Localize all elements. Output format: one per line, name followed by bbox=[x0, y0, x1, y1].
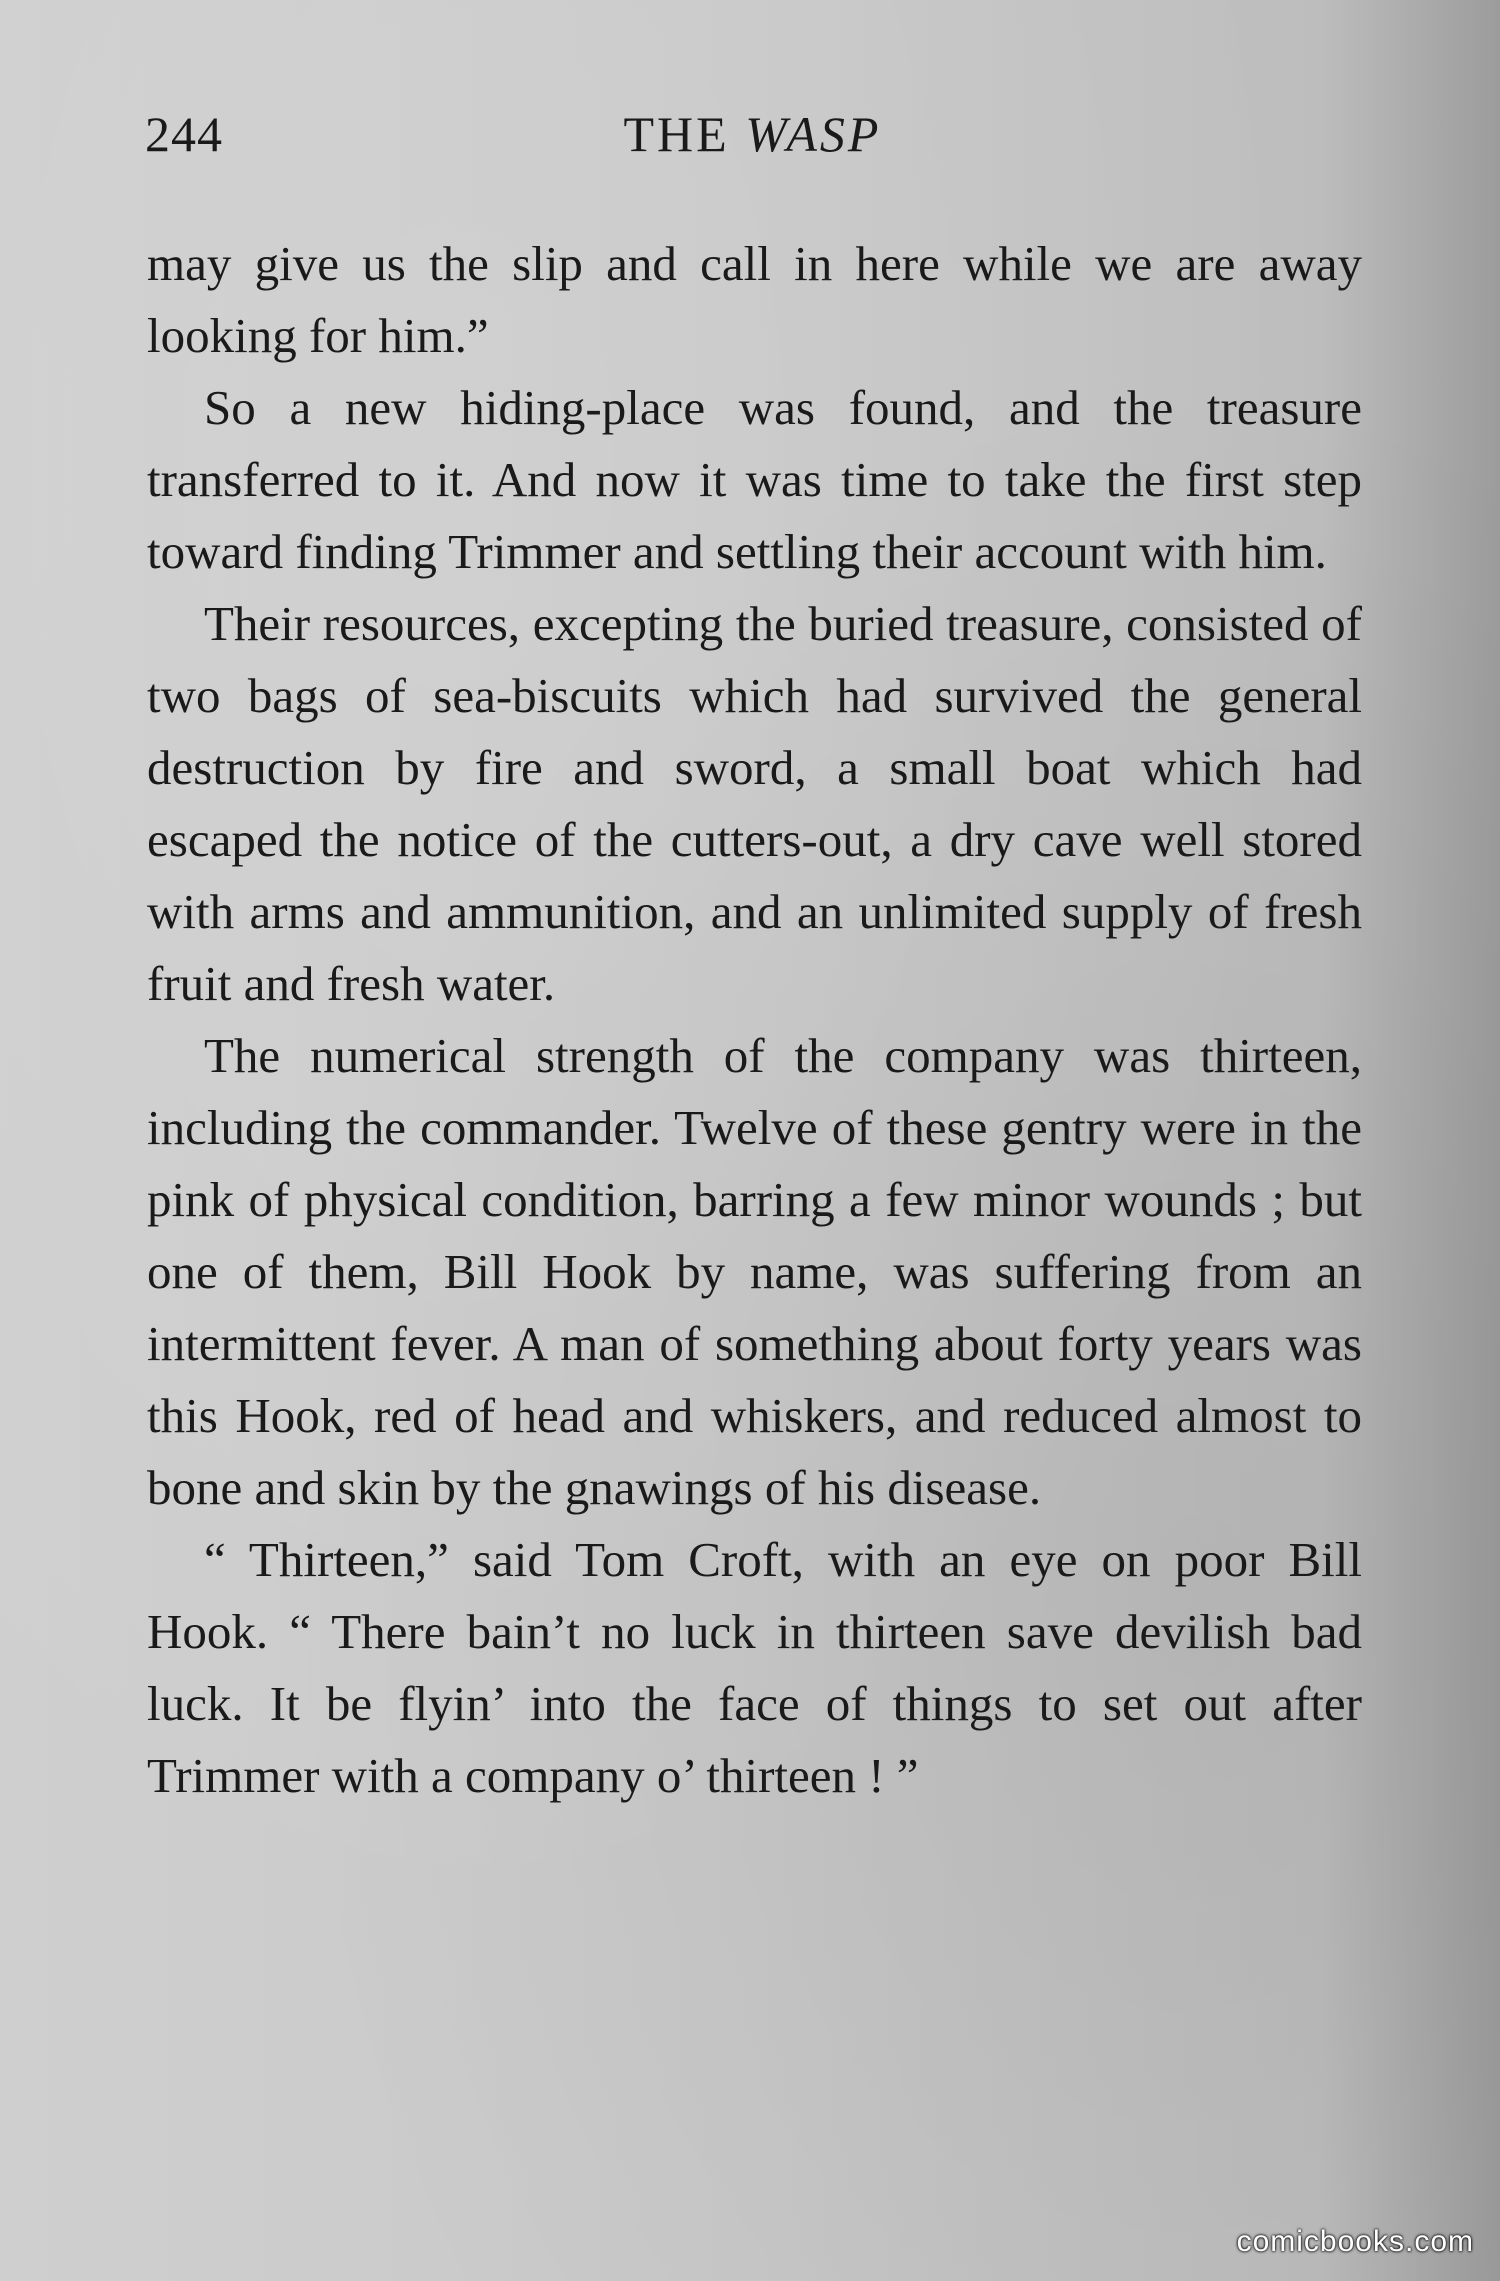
running-head-title: WASP bbox=[745, 106, 882, 162]
paragraph-thirteen-dialogue: “ Thirteen,” said Tom Croft, with an eye on poor Bill Hook. “ There bain’t no luck in thirteen save devilish bad luck. It be flyin’ into the face of things to set out after Trimmer with a company o’ thirteen ! ” bbox=[147, 1532, 1362, 1803]
page-header bbox=[145, 105, 1360, 175]
page-number: 244 bbox=[145, 106, 223, 162]
paragraph-company-strength: The numerical strength of the company was thirteen, including the commander. Twelve of these gentry were in the pink of physical condition, barring a few minor wounds ; but one of them, Bill Hook by name, was suffering from an intermittent fever. A man of something about forty years was this Hook, red of head and whiskers, and reduced almost to bone and skin by the gnawings of his disease. bbox=[147, 1028, 1362, 1515]
paragraph-continuation: may give us the slip and call in here while we are away looking for him.” bbox=[147, 236, 1362, 363]
running-head-prefix: THE bbox=[623, 106, 746, 162]
running-head bbox=[145, 105, 1360, 163]
watermark: comicbooks.com bbox=[1236, 2225, 1474, 2258]
paragraph-hiding-place: So a new hiding-place was found, and the treasure transferred to it. And now it was time to take the first step toward finding Trimmer and settling their account with him. bbox=[147, 380, 1362, 579]
body-text bbox=[147, 228, 1362, 1812]
paragraph-resources: Their resources, excepting the buried treasure, consisted of two bags of sea-biscuits which had survived the general destruction by fire and sword, a small boat which had escaped the notice of the cutters-out, a dry cave well stored with arms and ammunition, and an unlimited supply of fresh fruit and fresh water. bbox=[147, 596, 1362, 1011]
